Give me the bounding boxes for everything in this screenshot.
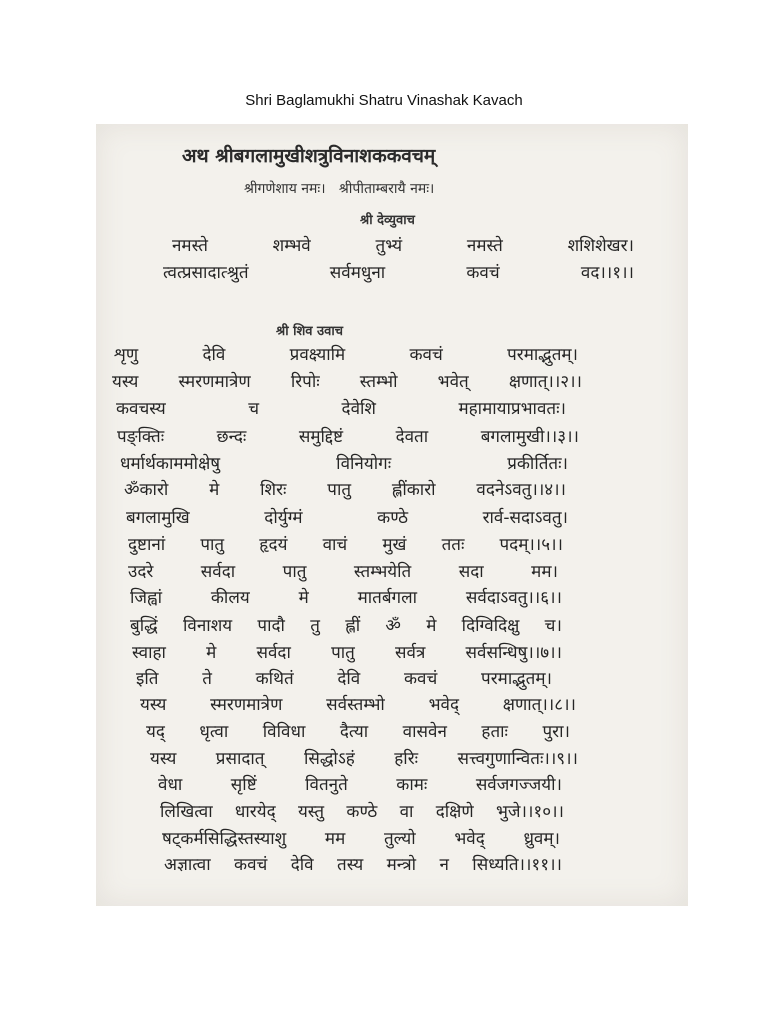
verse-word: शृणु (114, 345, 139, 365)
verse-word: ततः (441, 535, 465, 555)
verse-word: बगलामुखी।।३।। (480, 427, 579, 447)
verse-word: न (439, 855, 449, 875)
verse-word: सर्वसन्धिषु।।७।। (465, 643, 562, 663)
verse-word: त्वत्प्रसादात्श्रुतं (163, 263, 249, 283)
verse-word: सर्वस्तम्भो (326, 695, 385, 715)
verse-word: तु (310, 616, 320, 636)
verse-word: वासवेन (402, 722, 447, 742)
verse-word: प्रवक्ष्यामि (289, 345, 346, 365)
verse-word: षट्कर्मसिद्धिस्तस्याशु (162, 829, 287, 849)
verse-word: ध्रुवम्। (523, 829, 560, 849)
verse-word: ॐकारो (124, 480, 169, 500)
verse-word: पादौ (257, 616, 285, 636)
verse-word: सिद्धोऽहं (303, 749, 355, 769)
verse-word: दिग्विदिक्षु (461, 616, 520, 636)
verse-word: यस्य (112, 372, 139, 392)
shiva-verse-line (126, 505, 568, 529)
shiva-verse-line (160, 799, 564, 823)
verse-word: कवचस्य (116, 399, 166, 419)
verse-word: वा (399, 802, 414, 822)
verse-word: स्तम्भो (359, 372, 398, 392)
verse-word: मे (209, 480, 220, 500)
verse-word: देवता (395, 427, 429, 447)
verse-word: क्षणात्।।२।। (508, 372, 582, 392)
verse-word: वितनुते (305, 775, 348, 795)
verse-word: ॐ (385, 616, 401, 636)
verse-word: पातु (327, 480, 352, 500)
verse-word: परमाद्भुतम्। (481, 669, 552, 689)
verse-word: लिखित्वा (160, 802, 213, 822)
verse-word: च (248, 399, 260, 419)
verse-word: सृष्टिं (230, 775, 257, 795)
verse-word: धृत्वा (199, 722, 229, 742)
verse-word: सिध्यति।।११।। (472, 855, 562, 875)
shiva-verse-line (130, 585, 562, 609)
verse-word: समुद्दिष्टं (298, 427, 344, 447)
verse-word: अज्ञात्वा (164, 855, 211, 875)
section-heading-shiva: श्री शिव उवाच (276, 324, 344, 339)
shiva-verse-line (140, 692, 576, 716)
verse-word: क्षणात्।।८।। (502, 695, 576, 715)
verse-word: तस्य (337, 855, 364, 875)
shiva-verse-line (150, 746, 578, 770)
verse-word: रार्व-सदाऽवतु। (482, 508, 568, 528)
verse-word: कवचं (234, 855, 268, 875)
verse-word: शिरः (260, 480, 287, 500)
verse-word: सर्वदा (256, 643, 291, 663)
verse-word: पङ्क्तिः (117, 427, 165, 447)
verse-word: सदा (458, 562, 484, 582)
verse-word: मम (324, 829, 346, 849)
shiva-verse-line (117, 424, 579, 448)
devi-verse-line (163, 260, 634, 284)
verse-word: विनाशय (183, 616, 233, 636)
verse-word: पदम्।।५।। (499, 535, 563, 555)
verse-word: भवेत् (437, 372, 469, 392)
shiva-verse-line (128, 559, 558, 583)
verse-word: स्वाहा (132, 643, 166, 663)
verse-word: पातु (282, 562, 307, 582)
shiva-verse-line (164, 852, 562, 876)
verse-word: धारयेद् (234, 802, 276, 822)
shiva-verse-line (130, 613, 562, 637)
verse-word: छन्दः (216, 427, 247, 447)
verse-word: यस्तु (297, 802, 325, 822)
verse-word: रिपोः (290, 372, 320, 392)
verse-word: कवचं (404, 669, 438, 689)
verse-word: नमस्ते (172, 236, 208, 256)
shiva-verse-line (136, 666, 552, 690)
kavach-title: अथ श्रीबगलामुखीशत्रुविनाशककवचम् (182, 145, 436, 167)
verse-word: इति (136, 669, 159, 689)
verse-word: बुद्धिं (130, 616, 158, 636)
verse-word: हरिः (394, 749, 419, 769)
shiva-verse-line (120, 451, 568, 475)
verse-word: ह्लीं (345, 616, 361, 636)
verse-word: भवेद् (428, 695, 460, 715)
verse-word: पुरा। (542, 722, 570, 742)
verse-word: स्मरणमात्रेण (178, 372, 251, 392)
verse-word: देवि (202, 345, 226, 365)
verse-word: नमस्ते (466, 236, 503, 256)
verse-word: तुभ्यं (375, 236, 403, 256)
verse-word: ते (202, 669, 212, 689)
scanned-page (96, 124, 688, 906)
verse-word: सर्वदाऽवतु।।६।। (465, 588, 562, 608)
verse-word: बगलामुखि (126, 508, 190, 528)
verse-word: मातर्बगला (357, 588, 418, 608)
verse-word: भवेद् (454, 829, 485, 849)
verse-word: दक्षिणे (435, 802, 474, 822)
shiva-verse-line (158, 772, 562, 796)
verse-word: महामायाप्रभावतः। (458, 399, 566, 419)
verse-word: यद् (146, 722, 165, 742)
verse-word: कवचं (409, 345, 443, 365)
verse-word: सर्वदा (200, 562, 236, 582)
verse-word: मुखं (382, 535, 407, 555)
verse-word: कण्ठे (346, 802, 378, 822)
verse-word: देवि (290, 855, 314, 875)
shiva-verse-line (112, 369, 582, 393)
verse-word: सर्वत्र (395, 643, 426, 663)
devi-verse-line (172, 233, 634, 257)
verse-word: विविधा (262, 722, 306, 742)
verse-word: हृदयं (259, 535, 288, 555)
verse-word: प्रसादात् (215, 749, 265, 769)
verse-word: पातु (200, 535, 225, 555)
verse-word: परमाद्भुतम्। (507, 345, 578, 365)
shiva-verse-line (124, 477, 566, 501)
verse-word: स्तम्भयेति (353, 562, 412, 582)
section-heading-devi: श्री देव्युवाच (360, 213, 415, 228)
shiva-verse-line (132, 640, 562, 664)
verse-word: वेधा (158, 775, 183, 795)
verse-word: वाचं (322, 535, 348, 555)
verse-word: कवचं (466, 263, 500, 283)
verse-word: देवि (337, 669, 361, 689)
shiva-verse-line (162, 826, 560, 850)
verse-word: विनियोगः (336, 454, 392, 474)
verse-word: धर्मार्थकाममोक्षेषु (120, 454, 221, 474)
verse-word: दुष्टानां (128, 535, 166, 555)
verse-word: उदरे (128, 562, 154, 582)
verse-word: जिह्वां (130, 588, 163, 608)
verse-word: मन्त्रो (386, 855, 417, 875)
verse-word: कण्ठे (377, 508, 408, 528)
shiva-verse-line (114, 342, 578, 366)
shiva-verse-line (146, 719, 570, 743)
document-title: Shri Baglamukhi Shatru Vinashak Kavach (245, 92, 523, 109)
verse-word: स्मरणमात्रेण (210, 695, 283, 715)
verse-word: सर्वमधुना (329, 263, 386, 283)
verse-word: वद।।१।। (580, 263, 634, 283)
verse-word: शशिशेखर। (567, 236, 634, 256)
verse-word: तुल्यो (383, 829, 416, 849)
verse-word: देवेशि (341, 399, 376, 419)
verse-word: हताः (481, 722, 508, 742)
verse-word: शम्भवे (272, 236, 311, 256)
verse-word: मम। (531, 562, 558, 582)
verse-word: कामः (396, 775, 428, 795)
verse-word: मे (426, 616, 437, 636)
verse-word: ह्लींकारो (391, 480, 436, 500)
verse-word: पातु (331, 643, 355, 663)
verse-word: भुजे।।१०।। (495, 802, 564, 822)
shiva-verse-line (116, 396, 566, 420)
verse-word: कथितं (255, 669, 294, 689)
verse-word: यस्य (140, 695, 167, 715)
shiva-verse-line (128, 532, 563, 556)
verse-word: दैत्या (339, 722, 369, 742)
verse-word: सर्वजगज्जयी। (475, 775, 562, 795)
verse-word: प्रकीर्तितः। (507, 454, 568, 474)
verse-word: यस्य (150, 749, 177, 769)
verse-word: च। (544, 616, 562, 636)
verse-word: सत्त्वगुणान्वितः।।९।। (457, 749, 578, 769)
verse-word: दोर्युग्मं (264, 508, 303, 528)
verse-word: कीलय (210, 588, 250, 608)
verse-word: मे (298, 588, 309, 608)
verse-word: मे (206, 643, 217, 663)
verse-word: वदनेऽवतु।।४।। (476, 480, 566, 500)
invocation-line: श्रीगणेशाय नमः। श्रीपीताम्बरायै नमः। (244, 181, 435, 197)
